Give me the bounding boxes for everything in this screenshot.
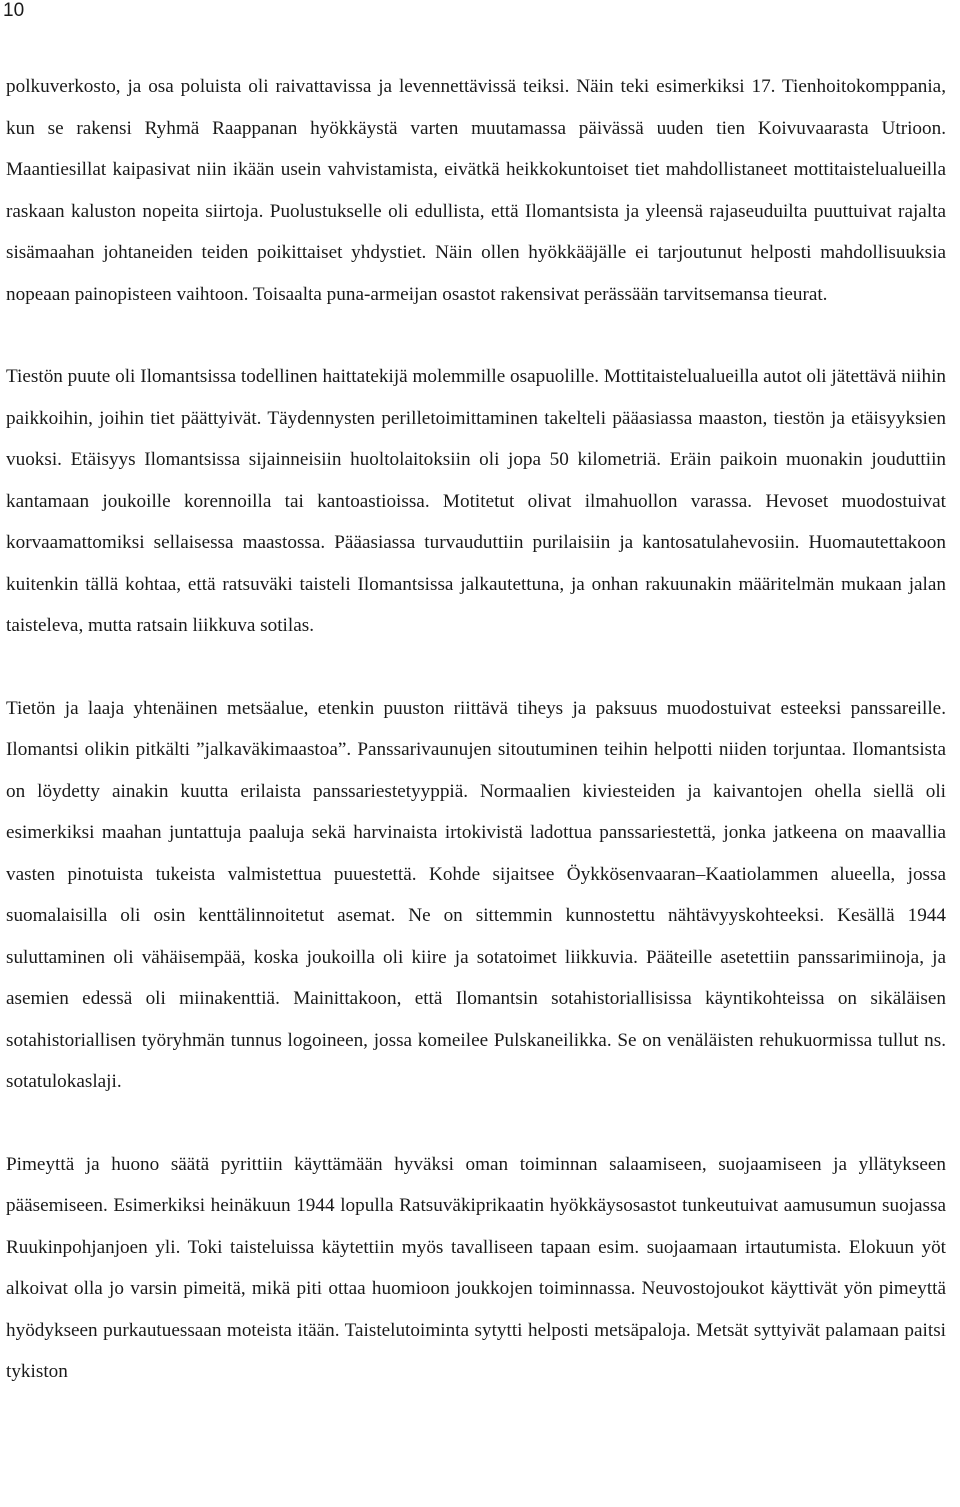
paragraph-3: Tietön ja laaja yhtenäinen metsäalue, etenkin puuston riittävä tiheys ja paksuus muodostuivat esteeksi panssareille. Ilomantsi olikin pitkälti ”jalkaväkimaastoa”. Panssarivaunujen sitoutuminen teihin helpotti niiden torjuntaa. Ilomantsista on löydetty ainakin kuutta erilaista panssariestetyyppiä. Normaalien kiviesteiden ja kaivantojen ohella siellä oli esimerkiksi maahan juntattuja paaluja sekä harvinaista irtokivistä ladottua panssariestettä, jonka jatkeena on maavallia vasten pinotuista tukeista valmistettua puuestettä. Kohde sijaitsee Öykkösenvaaran–Kaatiolammen alueella, jossa suomalaisilla oli osin kenttälinnoitetut asemat. Ne on sittemmin kunnostettu nähtävyyskohteeksi. Kesällä 1944 suluttaminen oli vähäisempää, koska joukoilla oli kiire ja sotatoimet liikkuvia. Pääteille asetettiin panssarimiinoja, ja asemien edessä oli miinakenttiä. Mainittakoon, että Ilomantsin sotahistoriallisissa käyntikohteissa on sikäläisen sotahistoriallisen työryhmän tunnus logoineen, jossa komeilee Pulskaneilikka. Se on venäläisten rehukuormissa tullut ns. sotatulokaslaji. [6,697,946,1092]
paragraph-4: Pimeyttä ja huono säätä pyrittiin käyttämään hyväksi oman toiminnan salaamiseen, suojaamiseen ja yllätykseen pääsemiseen. Esimerkiksi heinäkuun 1944 lopulla Ratsuväkiprikaatin hyökkäysosastot tunkeutuivat aamusumun suojassa Ruukinpohjanjoen yli. Toki taisteluissa käytettiin myös tavalliseen tapaan esim. suojaamaan irtautumista. Elokuun yöt alkoivat olla jo varsin pimeitä, mikä piti ottaa huomioon joukkojen toiminnassa. Neuvostojoukot käyttivät yön pimeyttä hyödykseen purkautuessaan moteista itään. Taistelutoiminta sytytti helposti metsäpaloja. Metsät syttyivät palamaan paitsi tykiston [6,1153,946,1382]
page-number: 10 [3,0,25,21]
paragraph-1: polkuverkosto, ja osa poluista oli raivattavissa ja levennettävissä teiksi. Näin teki esimerkiksi 17. Tienhoitokomppania, kun se rakensi Ryhmä Raappanan hyökkäystä varten muutamassa päivässä uuden tien Koivuvaarasta Utrioon. Maantiesillat kaipasivat niin ikään usein vahvistamista, eivätkä heikkokuntoiset tiet mahdollistaneet mottitaistelualueilla raskaan kaluston nopeita siirtoja. Puolustukselle oli edullista, että Ilomantsista ja yleensä rajaseuduilta puuttuivat rajalta sisämaahan johtaneiden teiden poikittaiset yhdystiet. Näin ollen hyökkääjälle ei tarjoutunut helposti mahdollisuuksia nopeaan painopisteen vaihtoon. Toisaalta puna-armeijan osastot rakensivat perässään tarvitsemansa tieurat. [6,76,946,305]
document-body [6,66,946,1393]
paragraph-2: Tiestön puute oli Ilomantsissa todellinen haittatekijä molemmille osapuolille. Mottitaistelualueilla autot oli jätettävä niihin paikkoihin, joihin tiet päättyivät. Täydennysten perilletoimittaminen takelteli pääasiassa maaston, tiestön ja etäisyyksien vuoksi. Etäisyys Ilomantsissa sijainneisiin huoltolaitoksiin oli jopa 50 kilometriä. Eräin paikoin muonakin jouduttiin kantamaan joukoille korennoilla tai kantoastioissa. Motitetut olivat ilmahuollon varassa. Hevoset muodostuivat korvaamattomiksi sellaisessa maastossa. Pääasiassa turvauduttiin purilaisiin ja kantosatulahevosiin. Huomautettakoon kuitenkin tällä kohtaa, että ratsuväki taisteli Ilomantsissa jalkautettuna, ja onhan rakuunakin määritelmän mukaan jalan taisteleva, mutta ratsain liikkuva sotilas. [6,366,946,636]
